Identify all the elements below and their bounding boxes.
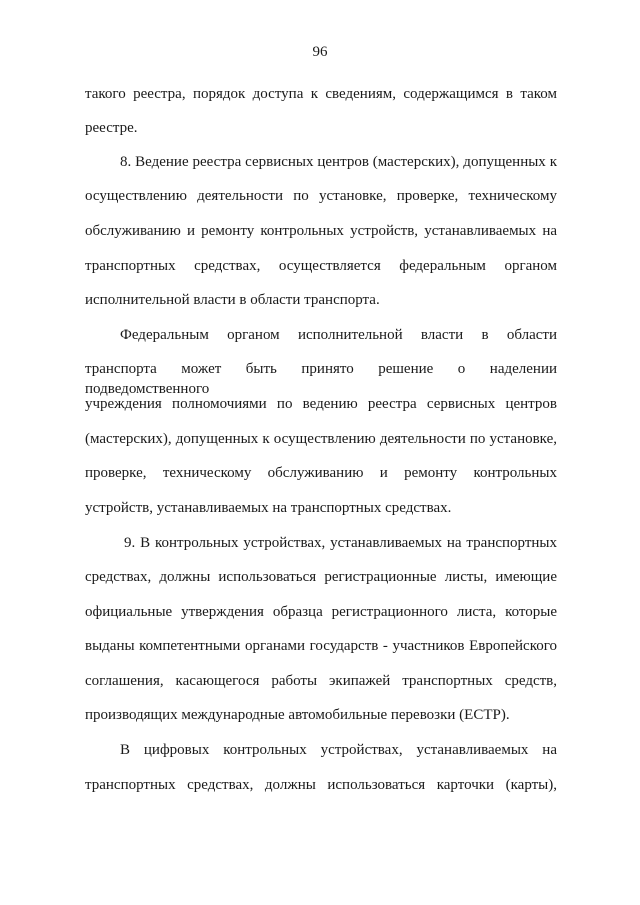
page-number: 96 xyxy=(312,44,328,60)
text-line: 9. В контрольных устройствах, устанавливаемых на транспортных xyxy=(124,535,557,551)
text-line: обслуживанию и ремонту контрольных устройств, устанавливаемых на xyxy=(85,223,557,239)
text-line: учреждения полномочиями по ведению реестра сервисных центров xyxy=(85,396,557,412)
text-line: транспорта может быть принято решение о наделении подведомственного xyxy=(85,361,557,397)
text-line: проверке, техническому обслуживанию и ремонту контрольных xyxy=(85,465,557,481)
text-line: производящих международные автомобильные перевозки (ЕСТР). xyxy=(85,707,510,723)
text-line: осуществлению деятельности по установке, проверке, техническому xyxy=(85,188,557,204)
text-line: реестре. xyxy=(85,120,138,136)
text-line: (мастерских), допущенных к осуществлению деятельности по установке, xyxy=(85,431,557,447)
text-line: исполнительной власти в области транспорта. xyxy=(85,292,380,308)
text-line: выданы компетентными органами государств - участников Европейского xyxy=(85,638,557,654)
text-line: соглашения, касающегося работы экипажей транспортных средств, xyxy=(85,673,557,689)
text-line: официальные утверждения образца регистрационного листа, которые xyxy=(85,604,557,620)
text-line: транспортных средствах, осуществляется федеральным органом xyxy=(85,258,557,274)
text-line: 8. Ведение реестра сервисных центров (мастерских), допущенных к xyxy=(120,154,557,170)
text-line: устройств, устанавливаемых на транспортных средствах. xyxy=(85,500,452,516)
text-line: транспортных средствах, должны использоваться карточки (карты), xyxy=(85,777,557,793)
text-line: средствах, должны использоваться регистрационные листы, имеющие xyxy=(85,569,557,585)
text-line: Федеральным органом исполнительной власти в области xyxy=(120,327,557,343)
text-line: такого реестра, порядок доступа к сведениям, содержащимся в таком xyxy=(85,86,557,102)
text-line: В цифровых контрольных устройствах, устанавливаемых на xyxy=(120,742,557,758)
